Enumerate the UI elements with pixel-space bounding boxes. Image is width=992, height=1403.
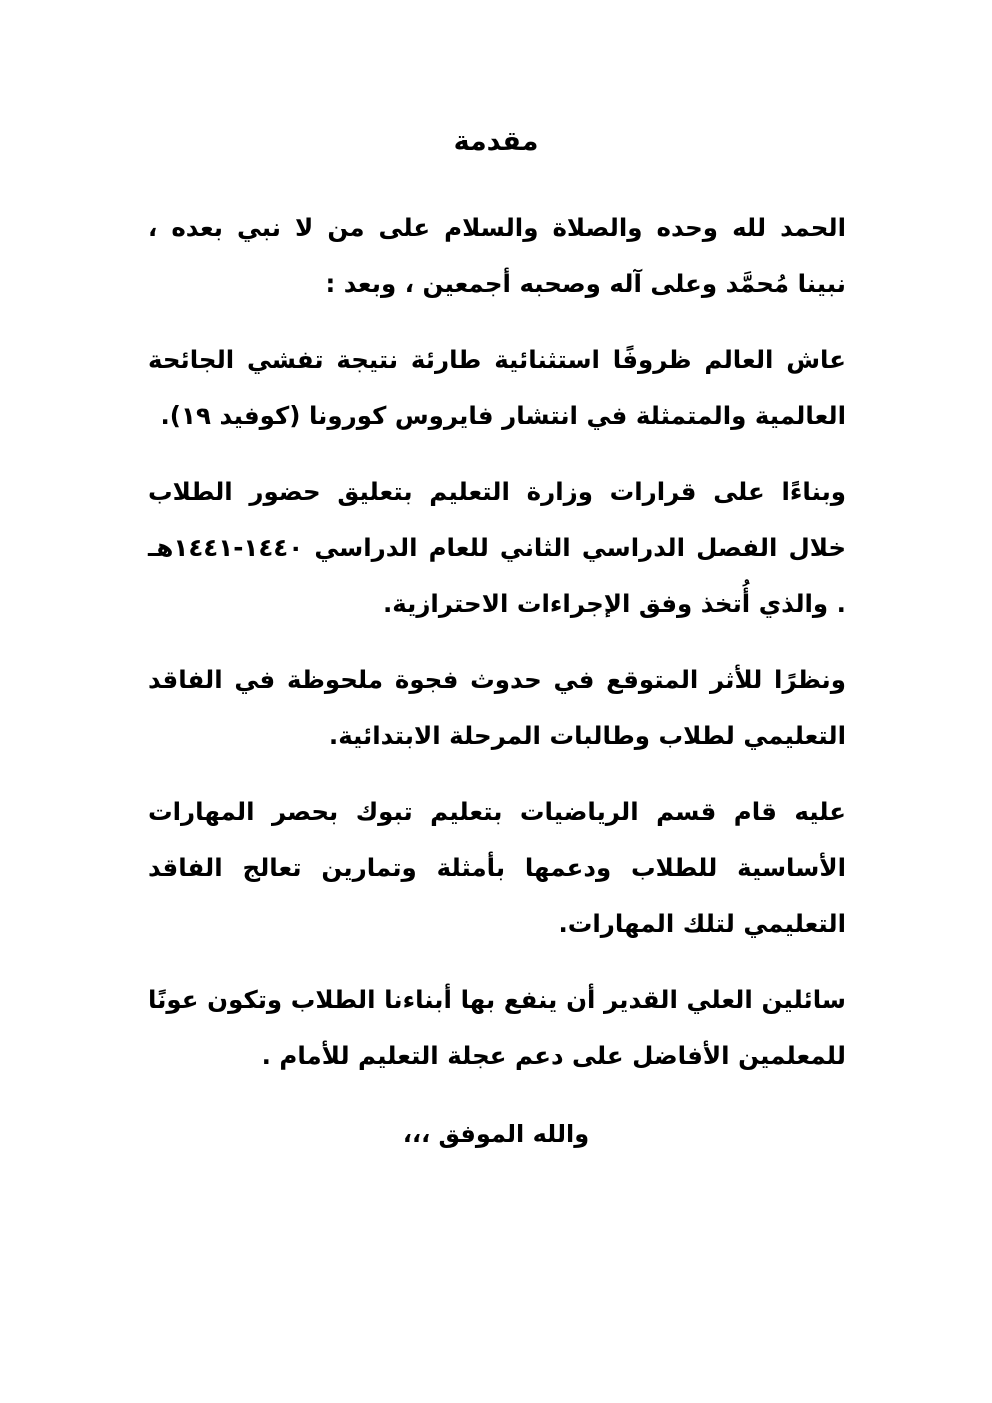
page-title: مقدمة (453, 126, 539, 157)
paragraph-praise: الحمد لله وحده والصلاة والسلام على من لا نبي بعده ، نبينا مُحمَّد وعلى آله وصحبه أجمعين ، وبعد : (148, 213, 846, 298)
introduction-body (148, 200, 846, 1104)
paragraph-math-department: عليه قام قسم الرياضيات بتعليم تبوك بحصر المهارات الأساسية للطلاب ودعمها بأمثلة وتمارين تعالج الفاقد التعليمي لتلك المهارات. (148, 797, 846, 938)
paragraph-ministry-decisions: وبناءًا على قرارات وزارة التعليم بتعليق حضور الطلاب خلال الفصل الدراسي الثاني للعام الدراسي ١٤٤٠-١٤٤١هـ . والذي أُتخذ وفق الإجراءات الاحترازية. (148, 477, 846, 618)
paragraph-learning-gap: ونظرًا للأثر المتوقع في حدوث فجوة ملحوظة في الفاقد التعليمي لطلاب وطالبات المرحلة الابتدائية. (148, 665, 846, 750)
closing-line: والله الموفق ،،، (402, 1120, 590, 1148)
paragraph-prayer: سائلين العلي القدير أن ينفع بها أبناءنا الطلاب وتكون عونًا للمعلمين الأفاضل على دعم عجلة التعليم للأمام . (148, 985, 846, 1070)
paragraph-pandemic: عاش العالم ظروفًا استثنائية طارئة نتيجة تفشي الجائحة العالمية والمتمثلة في انتشار فايروس كورونا (كوفيد ١٩). (148, 345, 846, 430)
